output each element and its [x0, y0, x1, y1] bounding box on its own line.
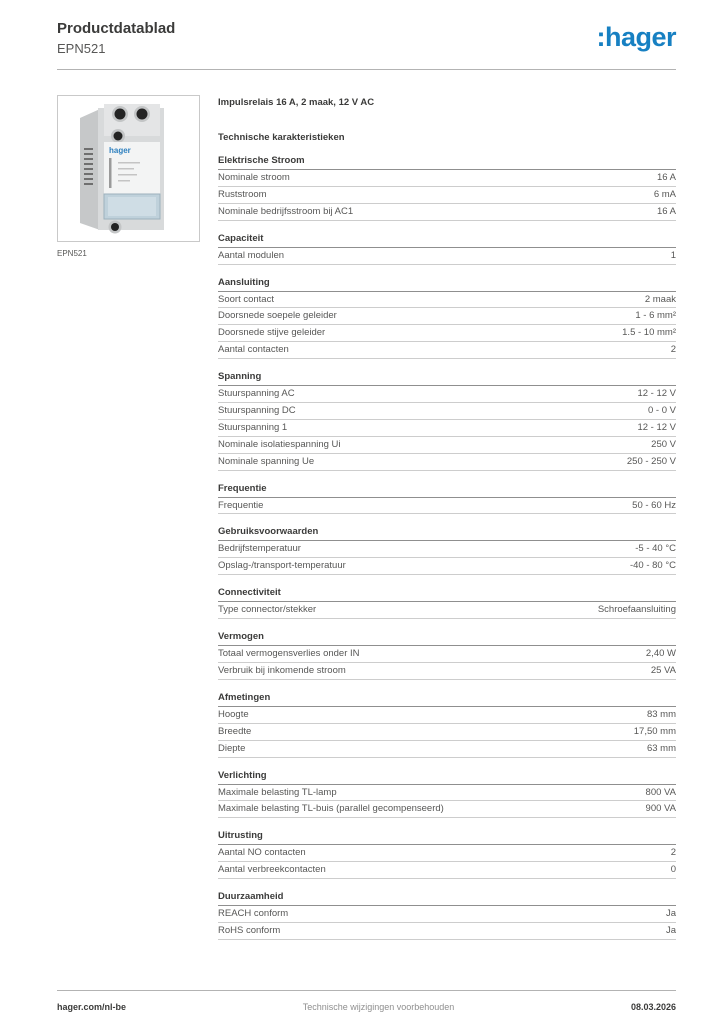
- spec-section: [218, 891, 676, 940]
- product-image: [57, 95, 200, 242]
- spec-row: [218, 906, 676, 923]
- spec-value: 12 - 12 V: [637, 421, 676, 433]
- spec-section-title: Spanning: [218, 371, 676, 386]
- spec-section: [218, 483, 676, 515]
- spec-value: 0: [670, 864, 676, 876]
- spec-row: [218, 248, 676, 265]
- spec-section-title: Verlichting: [218, 770, 676, 785]
- spec-label: Stuurspanning DC: [218, 405, 296, 417]
- spec-label: Opslag-/transport-temperatuur: [218, 560, 346, 572]
- spec-label: Stuurspanning AC: [218, 388, 295, 400]
- spec-label: Stuurspanning 1: [218, 421, 288, 433]
- spec-row: [218, 187, 676, 204]
- spec-row: [218, 420, 676, 437]
- header-text-block: [57, 20, 175, 56]
- spec-label: Nominale stroom: [218, 172, 290, 183]
- spec-value: 1.5 - 10 mm²: [622, 327, 676, 339]
- spec-section: [218, 692, 676, 758]
- spec-label: Maximale belasting TL-buis (parallel gecompenseerd): [218, 803, 444, 815]
- spec-label: Type connector/stekker: [218, 604, 317, 616]
- spec-value: 83 mm: [646, 708, 676, 720]
- spec-section: [218, 277, 676, 360]
- spec-label: Soort contact: [218, 293, 274, 305]
- spec-label: Aantal NO contacten: [218, 847, 306, 859]
- spec-section: [218, 371, 676, 470]
- svg-text:hager: hager: [109, 146, 131, 155]
- spec-row: [218, 724, 676, 741]
- spec-row: [218, 646, 676, 663]
- spec-section-title: Elektrische Stroom: [218, 155, 676, 170]
- spec-row: [218, 386, 676, 403]
- spec-value: 250 V: [651, 438, 676, 450]
- spec-section: [218, 770, 676, 819]
- spec-value: 250 - 250 V: [626, 455, 676, 467]
- spec-section-title: Capaciteit: [218, 233, 676, 248]
- spec-column: [218, 95, 676, 940]
- spec-value: 17,50 mm: [633, 725, 676, 737]
- spec-section: [218, 631, 676, 680]
- spec-label: RoHS conform: [218, 925, 281, 937]
- spec-label: Breedte: [218, 725, 252, 737]
- spec-label: Ruststroom: [218, 188, 267, 200]
- spec-value: 63 mm: [646, 742, 676, 754]
- spec-row: [218, 707, 676, 724]
- spec-section-title: Vermogen: [218, 631, 676, 646]
- spec-section-title: Aansluiting: [218, 277, 676, 292]
- spec-sections: [218, 155, 676, 940]
- product-title: Impulsrelais 16 A, 2 maak, 12 V AC: [218, 97, 375, 108]
- spec-row: [218, 403, 676, 420]
- spec-row: [218, 923, 676, 940]
- spec-row: [218, 862, 676, 879]
- spec-value: Schroefaansluiting: [597, 604, 676, 616]
- spec-value: 800 VA: [645, 786, 676, 798]
- spec-label: Frequentie: [218, 499, 264, 511]
- spec-row: [218, 541, 676, 558]
- spec-section: [218, 233, 676, 265]
- spec-row: [218, 325, 676, 342]
- spec-section-title: Duurzaamheid: [218, 891, 676, 906]
- spec-section: [218, 830, 676, 879]
- spec-value: 2: [670, 847, 676, 859]
- spec-label: REACH conform: [218, 908, 289, 920]
- tech-characteristics-heading: Technische karakteristieken: [218, 132, 345, 143]
- spec-section-title: Afmetingen: [218, 692, 676, 707]
- spec-value: 16 A: [656, 172, 676, 183]
- spec-row: [218, 663, 676, 680]
- product-image-caption: EPN521: [57, 249, 87, 258]
- spec-value: 900 VA: [645, 803, 676, 815]
- relay-product-illustration: [58, 96, 199, 241]
- footer-date: 08.03.2026: [630, 1002, 676, 1012]
- spec-row: [218, 785, 676, 802]
- spec-value: 2 maak: [644, 293, 676, 305]
- spec-row: [218, 801, 676, 818]
- spec-value: 50 - 60 Hz: [632, 499, 676, 511]
- header: [57, 20, 676, 56]
- footer: [57, 990, 676, 1012]
- spec-value: 1 - 6 mm²: [635, 310, 676, 322]
- spec-label: Nominale spanning Ue: [218, 455, 315, 467]
- spec-row: [218, 308, 676, 325]
- spec-row: [218, 558, 676, 575]
- spec-section: [218, 155, 676, 221]
- document-subtitle: EPN521: [57, 41, 106, 56]
- spec-label: Nominale isolatiespanning Ui: [218, 438, 341, 450]
- header-divider: [57, 69, 676, 70]
- spec-label: Hoogte: [218, 708, 249, 720]
- spec-section-title: Frequentie: [218, 483, 676, 498]
- spec-value: 25 VA: [650, 665, 676, 677]
- spec-row: [218, 342, 676, 359]
- spec-label: Maximale belasting TL-lamp: [218, 786, 337, 798]
- spec-row: [218, 845, 676, 862]
- spec-value: 1: [670, 249, 676, 261]
- spec-label: Nominale bedrijfsstroom bij AC1: [218, 205, 354, 217]
- spec-value: 12 - 12 V: [637, 388, 676, 400]
- spec-row: [218, 292, 676, 309]
- spec-row: [218, 454, 676, 471]
- document-title: Productdatablad: [57, 20, 176, 37]
- spec-row: [218, 204, 676, 221]
- hager-logo: :hager: [596, 22, 676, 52]
- spec-value: 16 A: [656, 205, 676, 217]
- spec-label: Bedrijfstemperatuur: [218, 543, 301, 555]
- spec-section-title: Connectiviteit: [218, 587, 676, 602]
- spec-label: Aantal contacten: [218, 344, 289, 356]
- spec-section-title: Gebruiksvoorwaarden: [218, 526, 676, 541]
- spec-row: [218, 437, 676, 454]
- spec-label: Doorsnede soepele geleider: [218, 310, 337, 322]
- footer-divider: [57, 990, 676, 991]
- product-image-column: [57, 95, 200, 940]
- main-content: [57, 95, 676, 940]
- spec-row: [218, 602, 676, 619]
- spec-row: [218, 498, 676, 515]
- footer-disclaimer: Technische wijzigingen voorbehouden: [302, 1002, 455, 1012]
- spec-value: 6 mA: [653, 188, 676, 200]
- spec-label: Aantal modulen: [218, 249, 285, 261]
- spec-label: Doorsnede stijve geleider: [218, 327, 326, 339]
- spec-row: [218, 170, 676, 187]
- spec-section: [218, 526, 676, 575]
- spec-value: -5 - 40 °C: [635, 543, 676, 555]
- footer-row: [57, 1002, 676, 1012]
- footer-website-link[interactable]: hager.com/nl-be: [57, 1002, 127, 1012]
- spec-value: -40 - 80 °C: [629, 560, 676, 572]
- spec-label: Diepte: [218, 742, 246, 754]
- spec-row: [218, 741, 676, 758]
- spec-section-title: Uitrusting: [218, 830, 676, 845]
- spec-value: 2,40 W: [645, 648, 676, 660]
- spec-label: Totaal vermogensverlies onder IN: [218, 648, 360, 660]
- spec-label: Aantal verbreekcontacten: [218, 864, 326, 876]
- spec-section: [218, 587, 676, 619]
- spec-value: 2: [670, 344, 676, 356]
- spec-value: 0 - 0 V: [648, 405, 676, 417]
- spec-value: Ja: [665, 925, 676, 937]
- spec-label: Verbruik bij inkomende stroom: [218, 665, 346, 677]
- spec-value: Ja: [665, 908, 676, 920]
